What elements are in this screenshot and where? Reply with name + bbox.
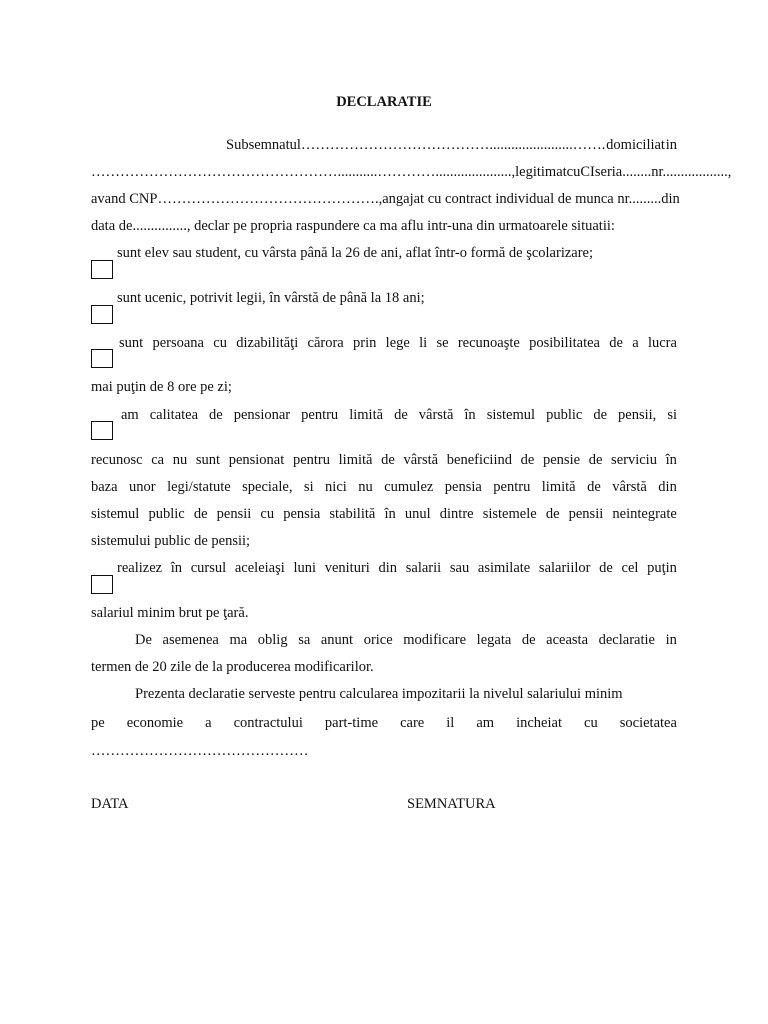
word: recunosc [91, 452, 143, 468]
word: declaratie [598, 632, 655, 648]
word: neintegrate [612, 506, 677, 522]
word: lucra [647, 335, 677, 351]
word: pentru [292, 452, 330, 468]
word: de [193, 506, 208, 522]
word: de [520, 452, 535, 468]
word: modificare [403, 632, 467, 648]
word: limită [541, 479, 576, 495]
word: calitatea [149, 407, 199, 423]
word: cursul [190, 560, 227, 576]
document-title: DECLARATIE [336, 94, 432, 110]
option-pensionar-line-2 [91, 451, 677, 469]
word: legi/statute [167, 479, 231, 495]
word: pensii [568, 506, 604, 522]
word: din [658, 479, 677, 495]
word: de [593, 407, 608, 423]
paragraph-obligatie-line-1 [135, 631, 677, 649]
option-ucenic: sunt ucenic, potrivit legii, în vârstă de până la 18 ani; [117, 290, 425, 306]
word: prin [353, 335, 377, 351]
cu-text: cu [566, 164, 581, 180]
legitimat-text: legitimat [515, 164, 567, 180]
word: dizabilităţi [236, 335, 299, 351]
word: vârstă [418, 407, 454, 423]
option-pensionar-line-4 [91, 505, 677, 523]
word: puţin [647, 560, 677, 576]
option-dizabilitati [119, 334, 677, 352]
word: în [170, 560, 183, 576]
word: pensionar [233, 407, 291, 423]
word: pensie [543, 452, 581, 468]
option-pensionar-line-3 [91, 478, 677, 496]
word: în [464, 407, 476, 423]
word: stabilită [329, 506, 376, 522]
word: pensia [444, 479, 482, 495]
word: de [381, 452, 395, 468]
word: vârstă [403, 452, 439, 468]
paragraph-obligatie-line-2: termen de 20 zile de la producerea modificarilor. [91, 659, 374, 675]
word: asemenea [162, 632, 219, 648]
word: pensionat [228, 452, 285, 468]
word: sau [449, 560, 470, 576]
word: am [476, 715, 495, 731]
word: de [588, 452, 603, 468]
word: De [135, 632, 152, 648]
word: aceleiaşi [234, 560, 285, 576]
word: part-time [324, 715, 379, 731]
checkbox-elev-student[interactable] [91, 260, 113, 279]
word: beneficiind [446, 452, 512, 468]
word: de [209, 407, 223, 423]
checkbox-salariu-minim[interactable] [91, 575, 113, 594]
checkbox-pensionar[interactable] [91, 421, 113, 440]
word: cu [213, 335, 227, 351]
word: pe [91, 715, 105, 731]
word: salarii [405, 560, 442, 576]
checkbox-ucenic[interactable] [91, 305, 113, 324]
seria-text: seria........nr.................., [594, 164, 732, 180]
word: a [205, 715, 212, 731]
word: orice [363, 632, 393, 648]
word: ca [151, 452, 165, 468]
subsemnatul-text: Subsemnatul………………………………….......................……. [226, 137, 606, 153]
word: sistemele [482, 506, 537, 522]
word: de [521, 632, 536, 648]
word: ma [229, 632, 248, 648]
option-pensionar-line-5: sistemului public de pensii; [91, 533, 251, 549]
word: de [587, 479, 601, 495]
checkbox-dizabilitati[interactable] [91, 349, 113, 368]
word: sunt [195, 452, 221, 468]
word: speciale, [242, 479, 293, 495]
word: sistemul [91, 506, 140, 522]
word: sa [298, 632, 311, 648]
ci-text: CI [580, 164, 595, 180]
word: economie [126, 715, 184, 731]
word: limită [349, 407, 384, 423]
word: am [121, 407, 139, 423]
word: realizez [117, 560, 163, 576]
word: de [394, 407, 408, 423]
word: de [545, 506, 560, 522]
word: vârstă [612, 479, 647, 495]
word: cărora [307, 335, 344, 351]
word: anunt [320, 632, 354, 648]
word: pensii [216, 506, 252, 522]
word: cu [260, 506, 275, 522]
word: unor [129, 479, 156, 495]
semnatura-label: SEMNATURA [407, 796, 496, 812]
word: il [446, 715, 455, 731]
domiciliat-text: domiciliat [606, 137, 665, 153]
word: limită [338, 452, 373, 468]
option-salariu-minim [117, 559, 677, 577]
word: posibilitatea [529, 335, 600, 351]
word: persoana [152, 335, 204, 351]
word: venituri [324, 560, 370, 576]
word: legata [476, 632, 512, 648]
intro-line-3 [91, 190, 680, 208]
intro-line-1 [226, 136, 677, 154]
cnp-text: avand CNP………………………………………., [91, 191, 383, 207]
word: pentru [493, 479, 531, 495]
word: asimilate [477, 560, 531, 576]
intro-line-2 [91, 163, 732, 181]
option-elev-student: sunt elev sau student, cu vârsta până la 26 de ani, aflat într-o formă de şcolarizare; [117, 245, 594, 261]
word: baza [91, 479, 118, 495]
word: de [609, 335, 623, 351]
word: a [632, 335, 639, 351]
word: recunoaşte [457, 335, 520, 351]
word: luni [293, 560, 317, 576]
din-text: din [661, 191, 680, 207]
data-label: DATA [91, 796, 129, 812]
word: de [599, 560, 613, 576]
option-salariu-minim-cont: salariul minim brut pe ţară. [91, 605, 249, 621]
word: aceasta [546, 632, 589, 648]
word: sistemul [486, 407, 536, 423]
word: nici [325, 479, 347, 495]
paragraph-prezenta-line-3: ……………………………………… [91, 743, 309, 759]
option-pensionar [121, 406, 677, 424]
word: contractului [233, 715, 303, 731]
word: lege [385, 335, 410, 351]
word: nu [172, 452, 188, 468]
word: pensii, [618, 407, 657, 423]
word: cu [584, 715, 598, 731]
word: nu [358, 479, 373, 495]
word: public [546, 407, 583, 423]
word: incheiat [516, 715, 562, 731]
word: în [665, 452, 677, 468]
word: pensia [283, 506, 321, 522]
word: în [384, 506, 396, 522]
word: unul [404, 506, 431, 522]
word: sunt [119, 335, 144, 351]
word: serviciu [611, 452, 657, 468]
word: oblig [257, 632, 288, 648]
word: pentru [301, 407, 339, 423]
intro-line-4: data de..............., declar pe propria raspundere ca ma aflu intr-una din urmatoarele situatii: [91, 218, 615, 234]
word: din [378, 560, 398, 576]
in-text: in [665, 137, 677, 153]
address-dots: ……………………………………………...........…………....................., [91, 164, 516, 180]
word: dintre [439, 506, 474, 522]
word: si [667, 407, 677, 423]
word: se [436, 335, 449, 351]
word: in [665, 632, 677, 648]
word: li [419, 335, 428, 351]
angajat-text: angajat cu contract individual de munca nr......... [382, 191, 662, 207]
word: salariilor [538, 560, 591, 576]
word: public [148, 506, 185, 522]
paragraph-prezenta-line-2 [91, 714, 677, 732]
word: cumulez [384, 479, 434, 495]
word: si [303, 479, 314, 495]
paragraph-prezenta-line-1: Prezenta declaratie serveste pentru calcularea impozitarii la nivelul salariului minim [135, 686, 623, 702]
option-dizabilitati-cont: mai puţin de 8 ore pe zi; [91, 379, 232, 395]
word: care [400, 715, 425, 731]
word: societatea [619, 715, 677, 731]
word: cel [621, 560, 639, 576]
